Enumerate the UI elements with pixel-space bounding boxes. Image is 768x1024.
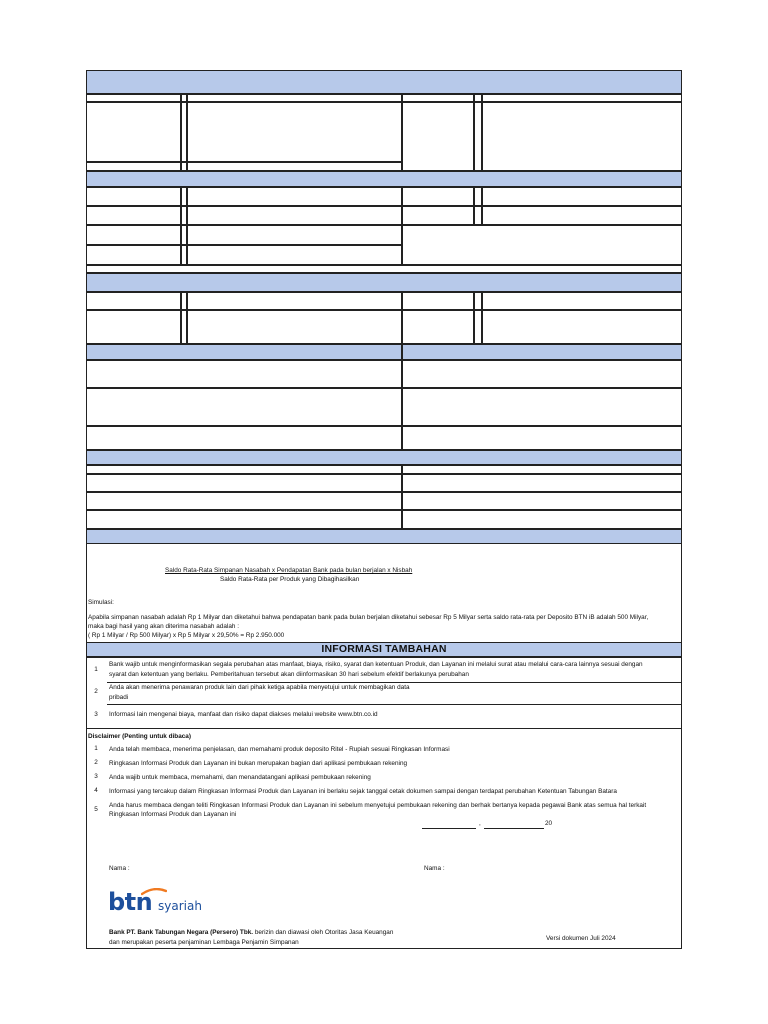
form-field-cell[interactable] xyxy=(474,310,482,344)
form-field-cell[interactable] xyxy=(402,102,474,171)
date-day-month-field[interactable] xyxy=(484,828,544,829)
form-field-cell[interactable] xyxy=(86,465,402,474)
bank-name: Bank PT. Bank Tabungan Negara (Persero) Tbk. xyxy=(109,929,254,936)
form-field-cell[interactable] xyxy=(402,94,474,102)
section-header-band xyxy=(86,450,682,465)
info-section-title: INFORMASI TAMBAHAN xyxy=(321,643,447,655)
form-field-cell[interactable] xyxy=(402,310,474,344)
form-field-cell[interactable] xyxy=(86,492,402,510)
form-field-cell[interactable] xyxy=(86,206,181,225)
form-field-cell[interactable] xyxy=(482,187,682,206)
form-field-cell[interactable] xyxy=(482,310,682,344)
info-row-divider xyxy=(86,728,682,729)
section-header-band xyxy=(86,171,682,187)
simulation-line-3: ( Rp 1 Milyar / Rp 500 Milyar) x Rp 5 Milyar x 29,50% = Rp 2.950.000 xyxy=(88,632,285,639)
simulation-line-2: maka bagi hasil yang akan diterima nasabah adalah : xyxy=(88,623,239,630)
logo-btn-text: btn xyxy=(108,888,153,916)
form-field-cell[interactable] xyxy=(86,360,402,388)
signature-name-right: Nama : xyxy=(424,865,445,872)
date-comma: , xyxy=(479,820,481,827)
form-field-cell[interactable] xyxy=(187,206,402,225)
form-field-cell[interactable] xyxy=(86,187,181,206)
formula-denominator: Saldo Rata-Rata per Produk yang Dibagihasilkan xyxy=(220,576,360,583)
bank-footer-line-2: dan merupakan peserta penjaminan Lembaga Penjamin Simpanan xyxy=(109,939,299,946)
logo-syariah-text: syariah xyxy=(158,899,202,913)
form-field-cell[interactable] xyxy=(86,245,181,265)
form-field-cell[interactable] xyxy=(402,510,682,529)
form-field-cell[interactable] xyxy=(474,292,482,310)
form-field-cell[interactable] xyxy=(474,102,482,171)
form-field-cell[interactable] xyxy=(86,94,181,102)
form-field-cell[interactable] xyxy=(187,187,402,206)
form-field-cell[interactable] xyxy=(482,292,682,310)
form-field-cell[interactable] xyxy=(402,225,682,265)
simulation-line-1: Apabila simpanan nasabah adalah Rp 1 Milyar dan diketahui bahwa pendapatan bank pada bulan berjalan diketahui sebesar Rp 5 Milyar serta saldo rata-rata per Deposito BTN iB adalah 500 Milyar, xyxy=(88,614,649,621)
form-field-cell[interactable] xyxy=(474,206,482,225)
section-header-band xyxy=(86,273,682,292)
btn-syariah-logo xyxy=(108,888,208,918)
form-field-cell[interactable] xyxy=(187,102,402,162)
form-field-cell[interactable] xyxy=(402,465,682,474)
disclaimer-title: Disclaimer (Penting untuk dibaca) xyxy=(88,733,191,740)
simulation-label: Simulasi: xyxy=(88,599,114,606)
signature-name-left: Nama : xyxy=(109,865,130,872)
section-header-band xyxy=(86,70,682,94)
disclaimer-item-text: Ringkasan Informasi Produk dan Layanan ini bukan merupakan bagian dari aplikasi pembukaan rekening xyxy=(109,760,408,767)
date-year-suffix: 20 xyxy=(545,820,553,827)
form-field-cell[interactable] xyxy=(86,426,402,450)
disclaimer-item-text: Ringkasan Informasi Produk dan Layanan ini xyxy=(109,811,237,818)
document-version: Versi dokumen Juli 2024 xyxy=(546,935,616,942)
form-field-cell[interactable] xyxy=(187,162,402,171)
form-field-cell[interactable] xyxy=(402,426,682,450)
form-field-cell[interactable] xyxy=(402,187,474,206)
form-field-cell[interactable] xyxy=(474,94,482,102)
form-field-cell[interactable] xyxy=(482,94,682,102)
info-item-number: 2 xyxy=(94,688,98,695)
form-field-cell[interactable] xyxy=(86,310,181,344)
form-field-cell[interactable] xyxy=(482,102,682,171)
section-header-band-left xyxy=(86,344,402,360)
formula-numerator: Saldo Rata-Rata Simpanan Nasabah x Pendapatan Bank pada bulan berjalan x Nisbah xyxy=(165,567,413,574)
form-field-cell[interactable] xyxy=(187,292,402,310)
form-field-cell[interactable] xyxy=(402,292,474,310)
info-item-text: Bank wajib untuk menginformasikan segala perubahan atas manfaat, biaya, risiko, syarat dan ketentuan Produk, dan Layanan ini melalui surat atau melalui cara-cara lainnya sesuai dengan xyxy=(109,661,643,668)
disclaimer-item-number: 2 xyxy=(94,759,98,766)
form-field-cell[interactable] xyxy=(402,492,682,510)
disclaimer-item-number: 4 xyxy=(94,787,98,794)
disclaimer-item-text: Anda harus membaca dengan teliti Ringkasan Informasi Produk dan Layanan ini sebelum menyetujui pembukaan rekening dan berhak bertanya kepada pegawai Bank atas semua hal terkait xyxy=(109,802,647,809)
form-spacer-row xyxy=(86,265,682,273)
bank-footer-line-1 xyxy=(109,928,393,937)
info-item-number: 3 xyxy=(94,711,98,718)
info-item-text: Anda akan menerima penawaran produk lain dari pihak ketiga apabila menyetujui untuk membagikan data xyxy=(109,684,410,691)
form-field-cell[interactable] xyxy=(86,102,181,162)
info-item-text: pribadi xyxy=(109,694,129,701)
bank-license-text: berizin dan diawasi oleh Otoritas Jasa Keuangan xyxy=(253,929,394,936)
disclaimer-item-number: 5 xyxy=(94,806,98,813)
form-field-cell[interactable] xyxy=(402,474,682,492)
form-field-cell[interactable] xyxy=(187,310,402,344)
form-field-cell[interactable] xyxy=(482,206,682,225)
disclaimer-item-number: 1 xyxy=(94,745,98,752)
form-field-cell[interactable] xyxy=(86,510,402,529)
section-header-band-right xyxy=(402,344,682,360)
form-field-cell[interactable] xyxy=(187,245,402,265)
form-field-cell[interactable] xyxy=(86,292,181,310)
disclaimer-item-text: Anda telah membaca, menerima penjelasan, dan memahami produk deposito Ritel - Rupiah sesuai Ringkasan Informasi xyxy=(109,746,450,753)
form-field-cell[interactable] xyxy=(474,187,482,206)
disclaimer-item-number: 3 xyxy=(94,773,98,780)
info-item-text: Informasi lain mengenai biaya, manfaat dan risiko dapat diakses melalui website www.btn.co.id xyxy=(109,711,378,718)
form-field-cell[interactable] xyxy=(86,388,402,426)
disclaimer-item-text: Informasi yang tercakup dalam Ringkasan Informasi Produk dan Layanan ini berlaku sejak tanggal cetak dokumen sampai dengan terdapat perubahan Ketentuan Tabungan Batara xyxy=(109,788,617,795)
form-field-cell[interactable] xyxy=(187,94,402,102)
info-row-divider xyxy=(86,657,682,658)
date-place-field[interactable] xyxy=(422,828,476,829)
form-field-cell[interactable] xyxy=(86,225,181,245)
info-row-divider xyxy=(107,704,682,705)
form-field-cell[interactable] xyxy=(402,388,682,426)
section-header-band xyxy=(86,529,682,544)
form-field-cell[interactable] xyxy=(187,225,402,245)
disclaimer-item-text: Anda wajib untuk membaca, memahami, dan menandatangani aplikasi pembukaan rekening xyxy=(109,774,371,781)
form-field-cell[interactable] xyxy=(86,474,402,492)
info-item-number: 1 xyxy=(94,666,98,673)
info-item-text: syarat dan ketentuan yang berlaku. Pemberitahuan tersebut akan diinformasikan 30 hari sebelum efektif berlakunya perubahan xyxy=(109,671,469,678)
form-field-cell[interactable] xyxy=(402,360,682,388)
form-field-cell[interactable] xyxy=(402,206,474,225)
form-field-cell[interactable] xyxy=(86,162,181,171)
